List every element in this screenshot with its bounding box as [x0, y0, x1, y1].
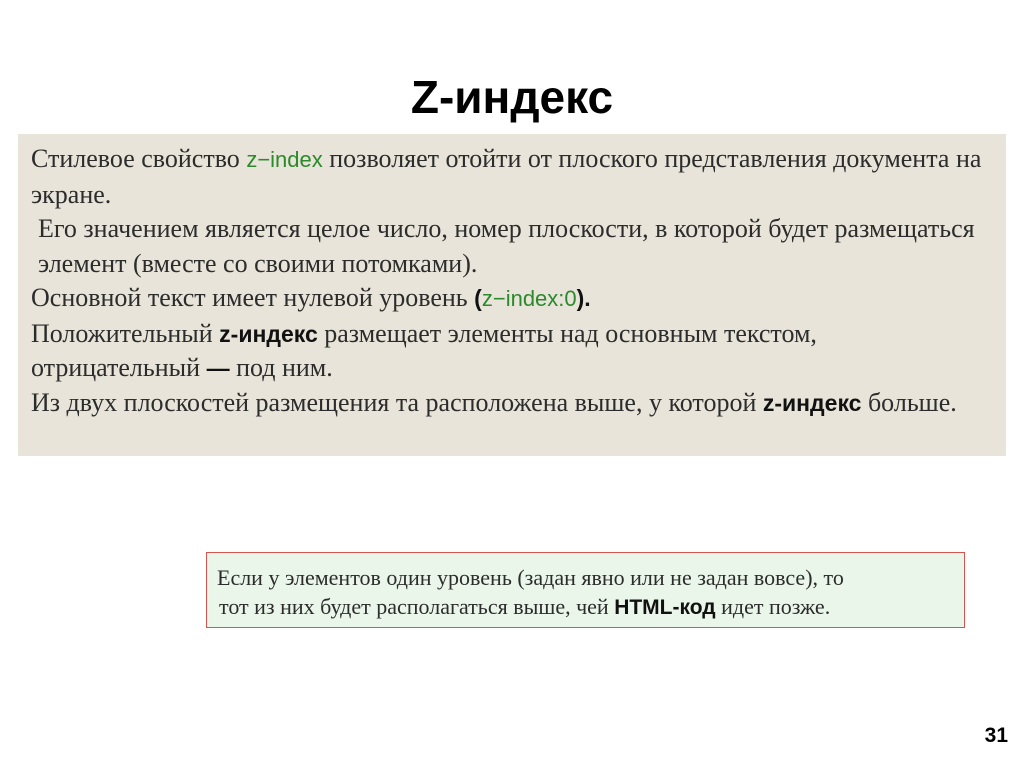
- paren-open: (: [474, 285, 482, 311]
- paragraph-two-planes-text-2: больше.: [861, 387, 957, 417]
- note-box: [206, 552, 965, 628]
- paragraph-value-text: Его значением является целое число, номер плоскости, в которой будет размещаться элемент (вместе со своими потомками).: [38, 214, 975, 278]
- note-line-2: [217, 592, 954, 622]
- paragraph-intro-text-1: Стилевое свойство: [31, 144, 247, 173]
- code-z-index: z−index: [246, 147, 323, 172]
- paragraph-zero-level: [31, 281, 992, 317]
- main-text-box: [18, 134, 1006, 456]
- slide-title: Z-индекс: [410, 71, 614, 123]
- bold-html-code: HTML-код: [614, 596, 716, 619]
- paragraph-positive-negative: [31, 317, 992, 386]
- page-number: 31: [984, 724, 1008, 747]
- code-z-index-zero: z−index:0: [481, 286, 577, 311]
- paragraph-two-planes-text-1: Из двух плоскостей размещения та расположена выше, у которой: [31, 387, 763, 417]
- paragraph-zero-level-text: Основной текст имеет нулевой уровень: [31, 283, 475, 312]
- paragraph-positive-text-3: под ним.: [229, 353, 333, 382]
- note-line-1: Если у элементов один уровень (задан явно или не задан вовсе), то: [217, 565, 844, 590]
- bold-z-index-term-2: z-индекс: [762, 389, 862, 416]
- paragraph-value: [31, 212, 992, 281]
- note-line-2-text-1: тот из них будет располагаться выше, чей: [219, 594, 615, 619]
- paragraph-intro: [31, 142, 992, 212]
- paragraph-positive-text-1: Положительный: [31, 318, 220, 348]
- note-line-2-text-2: идет позже.: [715, 594, 831, 619]
- bold-z-index-term: z-индекс: [219, 320, 318, 347]
- paragraph-positive-text-2: размещает элементы над основным текстом, отрицательный: [31, 318, 817, 382]
- em-dash: —: [206, 355, 230, 381]
- paragraph-two-planes: [31, 386, 992, 421]
- paragraph-intro-text-2: позволяет отойти от плоского представления документа на экране.: [31, 144, 982, 209]
- paren-close: ).: [576, 285, 591, 311]
